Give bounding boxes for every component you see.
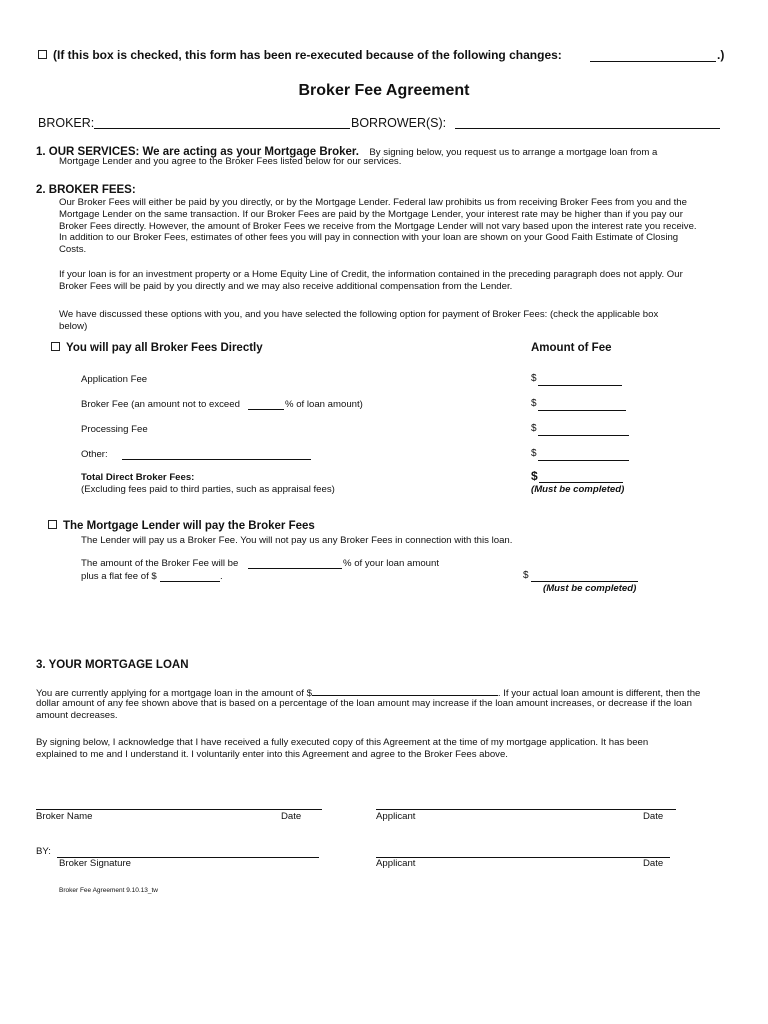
- lender-percent-field[interactable]: [248, 568, 342, 569]
- dollar-sign: $: [531, 373, 537, 384]
- option-direct[interactable]: [51, 341, 263, 355]
- must-be-completed: (Must be completed): [531, 484, 625, 495]
- loan-amount-label: You are currently applying for a mortgage loan in the amount of $: [36, 688, 312, 699]
- broker-field[interactable]: [94, 128, 350, 129]
- applicant-1-label: Applicant: [376, 811, 416, 822]
- application-fee-label: Application Fee: [81, 374, 148, 385]
- loan-paragraph-1-rest: [36, 698, 736, 722]
- section-services-text: By signing below, you request us to arrange a mortgage loan from a: [369, 147, 658, 158]
- other-fee-amount-field[interactable]: [538, 460, 629, 461]
- borrower-label: BORROWER(S):: [351, 116, 447, 130]
- broker-label: BROKER:: [38, 116, 95, 130]
- applicant-2-date-label: Date: [643, 858, 664, 869]
- fees-paragraph-1: [59, 197, 739, 256]
- option-lender[interactable]: [48, 519, 315, 533]
- loan-p1-line: amount decreases.: [36, 709, 118, 721]
- lender-amount-label: The amount of the Broker Fee will be: [81, 558, 239, 569]
- processing-fee-label: Processing Fee: [81, 424, 148, 435]
- lender-amount-label-end: % of your loan amount: [343, 558, 439, 569]
- section-loan-heading: 3. YOUR MORTGAGE LOAN: [36, 659, 189, 671]
- section-fees-heading: 2. BROKER FEES:: [36, 184, 136, 196]
- broker-fee-percent-field[interactable]: [248, 409, 284, 410]
- applicant-1-date-label: Date: [643, 811, 664, 822]
- fees-paragraph-2: [59, 269, 739, 293]
- total-direct-label: Total Direct Broker Fees:: [81, 472, 195, 483]
- broker-fee-label-end: % of loan amount): [285, 399, 363, 410]
- lender-flat-fee-end: .: [220, 571, 223, 582]
- broker-date-label: Date: [281, 811, 302, 822]
- lender-text: The Lender will pay us a Broker Fee. You will not pay us any Broker Fees in connection with this loan.: [81, 535, 513, 546]
- by-label: BY:: [36, 846, 51, 857]
- fees-p1-line: Our Broker Fees will either be paid by you directly, or by the Mortgage Lender. Federal law prohibits us from receiving Broker Fees from you and the: [59, 197, 687, 208]
- broker-name-label: Broker Name: [36, 811, 93, 822]
- fees-p1-line: Broker Fees directly. However, the amount of Broker Fees we receive from the Mortgage Lender will not vary based upon the interest rate you receive.: [59, 220, 697, 232]
- applicant-1-line[interactable]: [376, 809, 676, 810]
- processing-fee-field[interactable]: [538, 435, 629, 436]
- other-fee-description-field[interactable]: [122, 459, 311, 460]
- lender-flat-fee-field[interactable]: [160, 581, 220, 582]
- option-lender-label: The Mortgage Lender will pay the Broker Fees: [63, 520, 315, 532]
- dollar-sign: $: [531, 423, 537, 434]
- option-direct-label: You will pay all Broker Fees Directly: [66, 342, 263, 354]
- applicant-2-label: Applicant: [376, 858, 416, 869]
- fees-p1-line: In addition to our Broker Fees, estimates of other fees you will pay in connection with your loan are shown on your Good Faith Estimate of Closing: [59, 232, 679, 244]
- option-lender-checkbox[interactable]: [48, 520, 57, 529]
- reexec-note-text: (If this box is checked, this form has been re-executed because of the following changes:: [53, 48, 562, 62]
- dollar-sign: $: [531, 469, 538, 483]
- reexec-changes-field[interactable]: [590, 61, 716, 62]
- option-direct-checkbox[interactable]: [51, 342, 60, 351]
- total-direct-note: (Excluding fees paid to third parties, such as appraisal fees): [81, 484, 335, 495]
- broker-fee-amount-field[interactable]: [538, 410, 626, 411]
- reexec-note-end: .): [717, 48, 725, 62]
- fees-p2-line: If your loan is for an investment property or a Home Equity Line of Credit, the information contained in the preceding paragraph does not apply. Our: [59, 269, 683, 280]
- broker-signature-label: Broker Signature: [59, 858, 131, 869]
- loan-p2-line: explained to me and I understand it. I voluntarily enter into this Agreement and agree to the Broker Fees above.: [36, 748, 508, 760]
- must-be-completed: (Must be completed): [543, 583, 637, 594]
- loan-p2-line: By signing below, I acknowledge that I have received a fully executed copy of this Agreement at the time of my mortgage application. It has been: [36, 737, 649, 748]
- fees-paragraph-3: [59, 309, 739, 333]
- fees-p3-line: below): [59, 320, 88, 332]
- fees-p1-line: Mortgage Lender on the same transaction. If our Broker Fees are paid by the Mortgage Lender, your interest rate may be higher than if you pay our: [59, 208, 683, 220]
- loan-paragraph-2: [36, 737, 736, 761]
- broker-name-line[interactable]: [36, 809, 322, 810]
- dollar-sign: $: [523, 570, 529, 581]
- fees-p1-line: Costs.: [59, 244, 87, 256]
- total-direct-field[interactable]: [539, 482, 623, 483]
- borrower-field[interactable]: [455, 128, 720, 129]
- reexec-checkbox[interactable]: [38, 50, 47, 59]
- dollar-sign: $: [531, 398, 537, 409]
- loan-amount-field[interactable]: [312, 686, 498, 696]
- lender-flat-fee-label: plus a flat fee of $: [81, 571, 157, 582]
- broker-fee-label: Broker Fee (an amount not to exceed: [81, 399, 240, 410]
- loan-amount-label-end: . If your actual loan amount is different, then the: [497, 688, 701, 699]
- section-services-text-2: Mortgage Lender and you agree to the Broker Fees listed below for our services.: [59, 156, 402, 167]
- loan-p1-line: dollar amount of any fee shown above that is based on a percentage of the loan amount may increase if the loan amount increases, or decrease if the loan: [36, 698, 692, 709]
- page-title: Broker Fee Agreement: [298, 82, 470, 99]
- dollar-sign: $: [531, 448, 537, 459]
- form-footer: Broker Fee Agreement 9.10.13_tw: [59, 887, 159, 894]
- fees-p2-line: Broker Fees will be paid by you directly and we may also receive additional compensation from the Lender.: [59, 280, 513, 292]
- other-fee-label: Other:: [81, 449, 108, 460]
- applicant-2-line[interactable]: [376, 857, 670, 858]
- section-services-heading: 1. OUR SERVICES: We are acting as your Mortgage Broker.: [36, 146, 359, 158]
- reexec-note: [38, 48, 562, 62]
- fees-p3-line: We have discussed these options with you, and you have selected the following option for payment of Broker Fees: (check the applicable box: [59, 309, 659, 320]
- application-fee-field[interactable]: [538, 385, 622, 386]
- lender-total-field[interactable]: [531, 581, 638, 582]
- amount-of-fee-header: Amount of Fee: [531, 342, 612, 354]
